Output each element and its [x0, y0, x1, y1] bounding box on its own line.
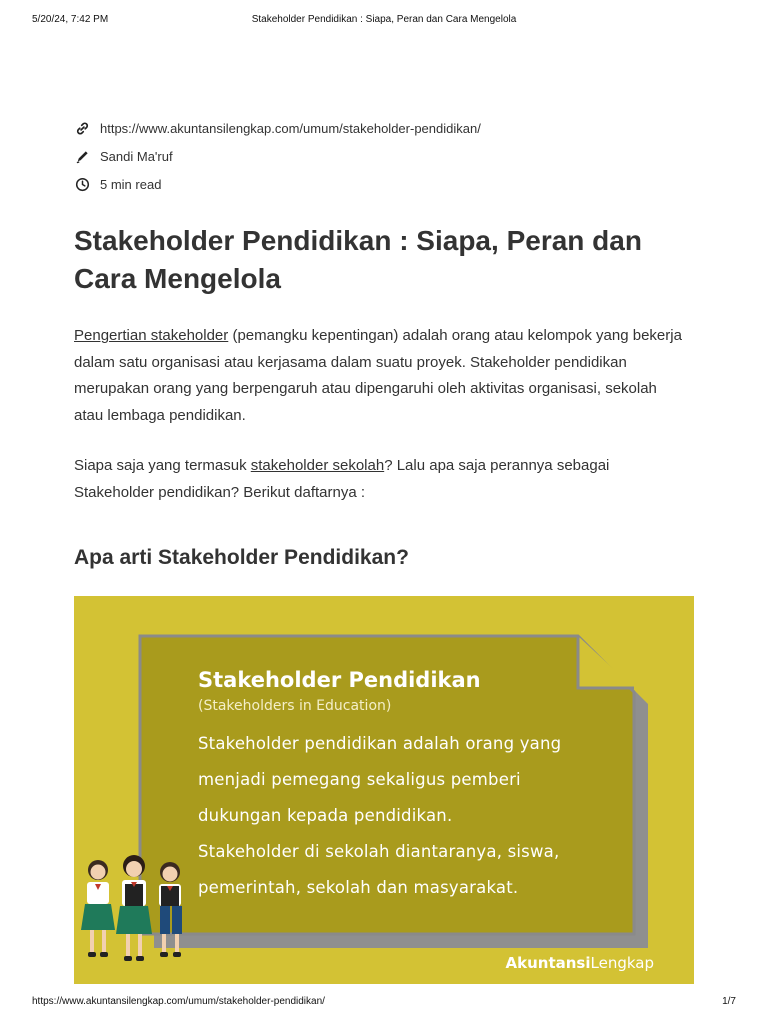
- footer-url: https://www.akuntansilengkap.com/umum/stakeholder-pendidikan/: [32, 996, 325, 1007]
- infographic-line: menjadi pemegang sekaligus pemberi: [198, 770, 521, 789]
- print-header: [32, 14, 736, 30]
- question-paragraph: [74, 453, 684, 506]
- infographic-title: Stakeholder Pendidikan: [198, 668, 481, 692]
- pen-icon: [74, 148, 90, 164]
- infographic-line: dukungan kepada pendidikan.: [198, 806, 453, 825]
- section-heading: Apa arti Stakeholder Pendidikan?: [74, 546, 409, 569]
- article-meta: [74, 114, 481, 198]
- print-footer: [32, 996, 736, 1012]
- infographic-text: [198, 666, 618, 906]
- article-url-link[interactable]: https://www.akuntansilengkap.com/umum/stakeholder-pendidikan/: [100, 120, 481, 136]
- infographic-line: pemerintah, sekolah dan masyarakat.: [198, 878, 519, 897]
- infographic-body: [198, 726, 618, 906]
- article-title: Stakeholder Pendidikan : Siapa, Peran dan Cara Mengelola: [74, 225, 642, 294]
- brand-watermark: [506, 954, 654, 972]
- print-page-title: Stakeholder Pendidikan : Siapa, Peran dan Cara Mengelola: [251, 14, 517, 25]
- infographic-subtitle: (Stakeholders in Education): [198, 698, 392, 714]
- question-text-after: ? Lalu apa saja perannya sebagai Stakeholder pendidikan? Berikut daftarnya :: [74, 457, 610, 501]
- clock-icon: [74, 176, 90, 192]
- article-body: [74, 222, 684, 573]
- infographic-line: Stakeholder pendidikan adalah orang yang: [198, 734, 562, 753]
- meta-readtime-row: [74, 170, 481, 198]
- infographic-line: Stakeholder di sekolah diantaranya, siswa,: [198, 842, 560, 861]
- question-text-before: Siapa saja yang termasuk: [74, 457, 251, 474]
- brand-bold: Akuntansi: [505, 954, 591, 972]
- page-number: 1/7: [722, 996, 736, 1007]
- author-name: Sandi Ma'ruf: [100, 148, 173, 164]
- meta-url-row: [74, 114, 481, 142]
- pengertian-stakeholder-link[interactable]: Pengertian stakeholder: [74, 327, 229, 344]
- meta-author-row: [74, 142, 481, 170]
- print-datetime: 5/20/24, 7:42 PM: [32, 14, 109, 25]
- intro-paragraph: [74, 323, 684, 429]
- link-icon: [74, 120, 90, 136]
- intro-paragraph-text: (pemangku kepentingan) adalah orang atau kelompok yang bekerja dalam satu organisasi atau kerjasama dalam suatu proyek. Stakeholder pendidikan merupakan orang yang berpengaruh atau dipengaruhi oleh aktivitas organisasi, sekolah atau lembaga pendidikan.: [74, 327, 682, 424]
- students-illustration: [74, 854, 204, 980]
- infographic-image: [74, 596, 694, 984]
- brand-light: Lengkap: [590, 954, 654, 972]
- read-time: 5 min read: [100, 176, 162, 192]
- stakeholder-sekolah-link[interactable]: stakeholder sekolah: [250, 457, 385, 474]
